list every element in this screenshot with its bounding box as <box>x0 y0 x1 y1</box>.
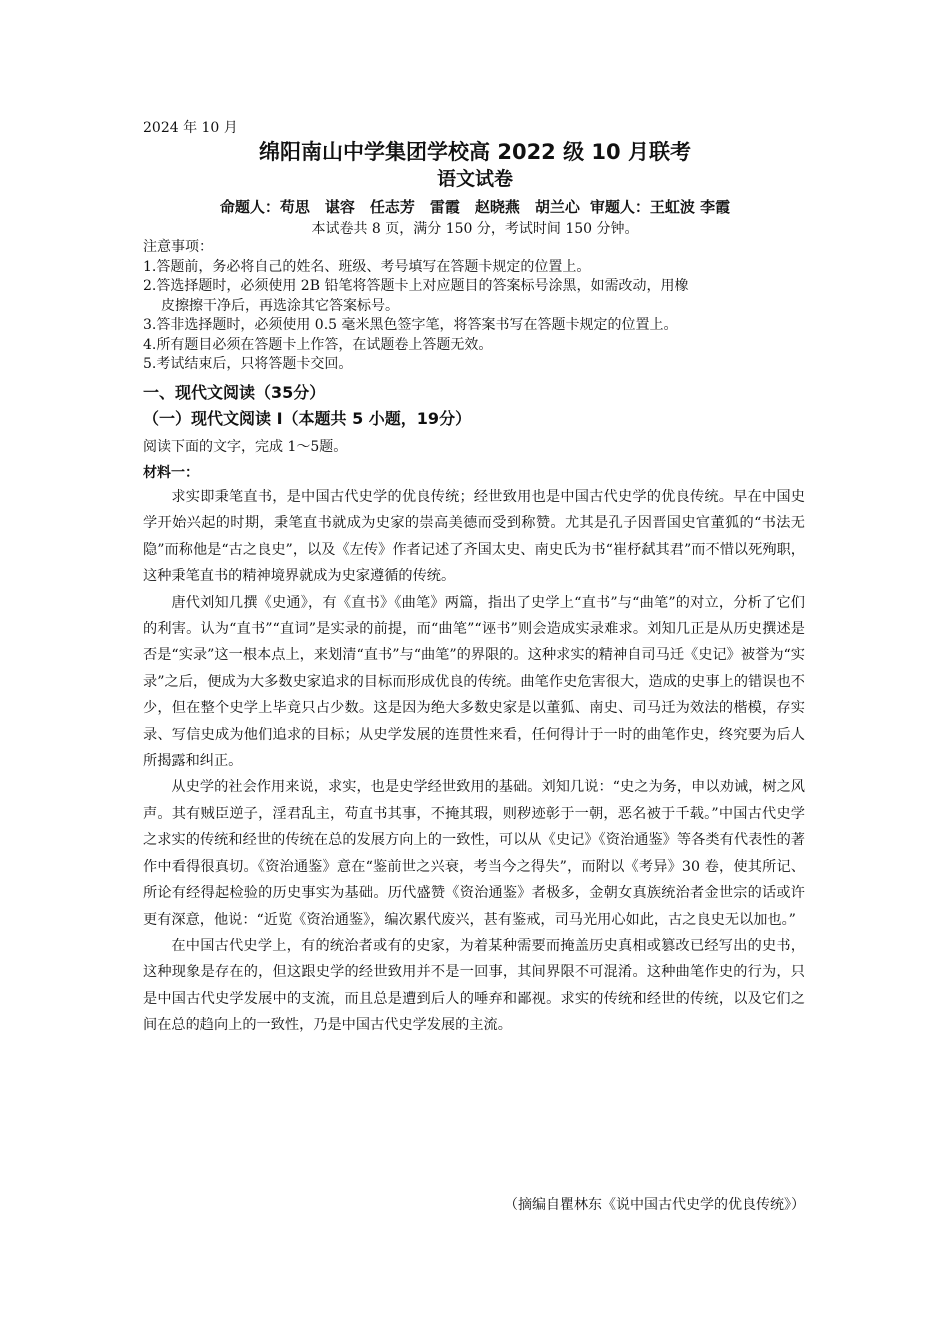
section-title: 一、现代文阅读（35分） <box>143 383 326 402</box>
paragraph: 从史学的社会作用来说，求实，也是史学经世致用的基础。刘知几说：“史之为务，申以劝诫，树之风声。其有贼臣逆子，淫君乱主，苟直书其事，不掩其瑕，则秽迹彰于一朝，恶名被于千载。”中国古代史学之求实的传统和经世的传统在总的发展方向上的一致性，可以从《史记》《资治通鉴》等各类有代表性的著作中看得很真切。《资治通鉴》意在“鉴前世之兴衰，考当今之得失”，而附以《考异》30 卷，使其所记、所论有经得起检验的历史事实为基础。历代盛赞《资治通鉴》者极多，金朝女真族统治者金世宗的话或许更有深意，他说：“近览《资治通鉴》，编次累代废兴，甚有鉴戒，司马光用心如此，古之良史无以加也。” <box>143 779 805 928</box>
notice-item: 3.答非选择题时，必须使用 0.5 毫米黑色签字笔，将答案书写在答题卡规定的位置上。 <box>143 317 678 333</box>
material-text <box>143 484 805 1039</box>
paragraph: 求实即秉笔直书，是中国古代史学的优良传统；经世致用也是中国古代史学的优良传统。早在中国史学开始兴起的时期，秉笔直书就成为史家的崇高美德而受到称赞。尤其是孔子因晋国史官董狐的“书法无隐”而称他是“古之良史”，以及《左传》作者记述了齐国太史、南史氏为书“崔杼弑其君”而不惜以死殉职，这种秉笔直书的精神境界就成为史家遵循的传统。 <box>143 489 805 585</box>
paragraph: 在中国古代史学上，有的统治者或有的史家，为着某种需要而掩盖历史真相或篡改已经写出的史书，这种现象是存在的，但这跟史学的经世致用并不是一回事，其间界限不可混淆。这种曲笔作史的行为，只是中国古代史学发展中的支流，而且总是遭到后人的唾弃和鄙视。求实的传统和经世的传统，以及它们之间在总的趋向上的一致性，乃是中国古代史学发展的主流。 <box>143 937 805 1034</box>
reviewers-label: 审题人：王虹波 李霞 <box>589 198 731 216</box>
exam-title: 绵阳南山中学集团学校高 2022 级 10 月联考 <box>259 140 691 164</box>
material-label: 材料一： <box>143 465 199 481</box>
exam-date: 2024 年 10 月 <box>143 120 238 136</box>
notice-block <box>143 238 811 375</box>
section-subtitle: （一）现代文阅读 I（本题共 5 小题，19分） <box>143 409 472 428</box>
authors-line <box>0 196 950 217</box>
authors-label: 命题人：苟思 谌容 任志芳 雷霞 赵晓燕 胡兰心 <box>219 198 580 216</box>
source-citation: （摘编自瞿林东《说中国古代史学的优良传统》） <box>504 1197 805 1213</box>
notice-item: 4.所有题目必须在答题卡上作答，在试题卷上答题无效。 <box>143 336 493 353</box>
paragraph: 唐代刘知几撰《史通》，有《直书》《曲笔》两篇，指出了史学上“直书”与“曲笔”的对立，分析了它们的利害。认为“直书”“直词”是实录的前提，而“曲笔”“诬书”则会造成实录难求。刘知几正是从历史撰述是否是“实录”这一根本点上，来划清“直书”与“曲笔”的界限的。这种求实的精神自司马迁《史记》被誉为“实录”之后，便成为大多数史家追求的目标而形成优良的传统。曲笔作史危害很大，造成的史事上的错误也不少，但在整个史学上毕竟只占少数。这是因为绝大多数史家是以董狐、南史、司马迁为效法的楷模，存实录、写信史成为他们追求的目标；从史学发展的连贯性来看，任何得计于一时的曲笔作史，终究要为后人所揭露和纠正。 <box>143 594 805 770</box>
notice-item: 1.答题前，务必将自己的姓名、班级、考号填写在答题卡规定的位置上。 <box>143 258 591 275</box>
notice-item: 5.考试结束后，只将答题卡交回。 <box>143 356 353 372</box>
notice-heading: 注意事项： <box>143 239 213 255</box>
notice-item-continued: 皮擦擦干净后，再选涂其它答案标号。 <box>161 297 399 314</box>
exam-info: 本试卷共 8 页，满分 150 分，考试时间 150 分钟。 <box>311 221 639 237</box>
reading-instruction: 阅读下面的文字，完成 1～5题。 <box>143 439 348 455</box>
exam-subtitle: 语文试卷 <box>436 168 513 190</box>
notice-item: 2.答选择题时，必须使用 2B 铅笔将答题卡上对应题目的答案标号涂黑，如需改动，用橡 <box>143 278 689 294</box>
